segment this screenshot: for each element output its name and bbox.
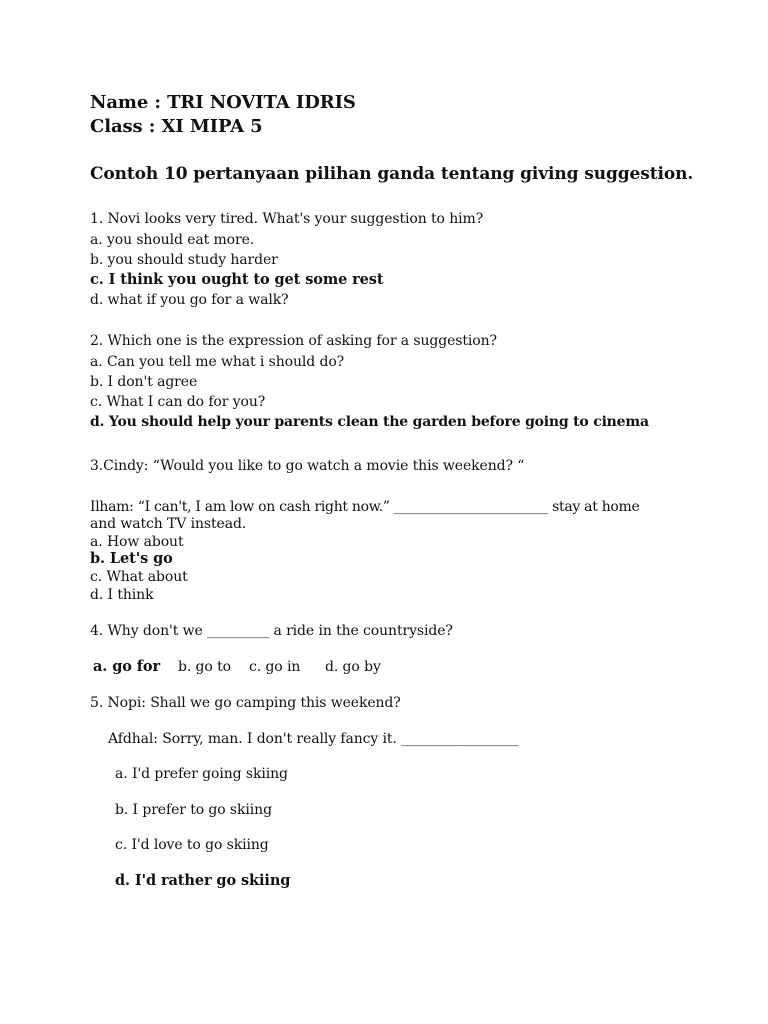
q3-option-c: c. What about [90,569,188,585]
q5-option-d-answer: d. I'd rather go skiing [115,872,291,889]
q5-option-b: b. I prefer to go skiing [115,802,272,818]
q2-option-c: c. What I can do for you? [90,394,266,410]
q5-option-a: a. I'd prefer going skiing [115,766,288,782]
question-5: 5. Nopi: Shall we go camping this weekend? [90,695,401,711]
question-1: 1. Novi looks very tired. What's your suggestion to him? [90,211,484,227]
question-2: 2. Which one is the expression of asking for a suggestion? [90,333,497,349]
q3-option-a: a. How about [90,534,184,550]
q4-option-b: b. go to [178,659,231,675]
q3-option-b-answer: b. Let's go [90,550,173,567]
q4-option-a-answer: a. go for [93,658,160,675]
q2-option-a: a. Can you tell me what i should do? [90,354,345,370]
question-3: 3.Cindy: “Would you like to go watch a movie this weekend? “ [90,458,525,474]
q4-option-d: d. go by [325,659,381,675]
q3-option-d: d. I think [90,587,154,603]
q2-option-d-answer: d. You should help your parents clean the garden before going to cinema [90,414,649,430]
q1-option-d: d. what if you go for a walk? [90,292,289,308]
q1-option-a: a. you should eat more. [90,232,255,248]
q5-option-c: c. I'd love to go skiing [115,837,269,853]
q3-dialog-line-1: Ilham: “I can't, I am low on cash right now.” _______________________ stay at home [90,499,640,515]
student-name: Name : TRI NOVITA IDRIS [90,92,356,113]
q3-dialog-line-2: and watch TV instead. [90,516,247,532]
question-4: 4. Why don't we _________ a ride in the countryside? [90,623,453,639]
q2-option-b: b. I don't agree [90,374,198,390]
q5-reply: Afdhal: Sorry, man. I don't really fancy it. _________________ [108,731,519,747]
document-title: Contoh 10 pertanyaan pilihan ganda tentang giving suggestion. [90,164,694,184]
student-class: Class : XI MIPA 5 [90,116,263,137]
q1-option-c-answer: c. I think you ought to get some rest [90,271,384,288]
q1-option-b: b. you should study harder [90,252,278,268]
q4-option-c: c. go in [249,659,301,675]
